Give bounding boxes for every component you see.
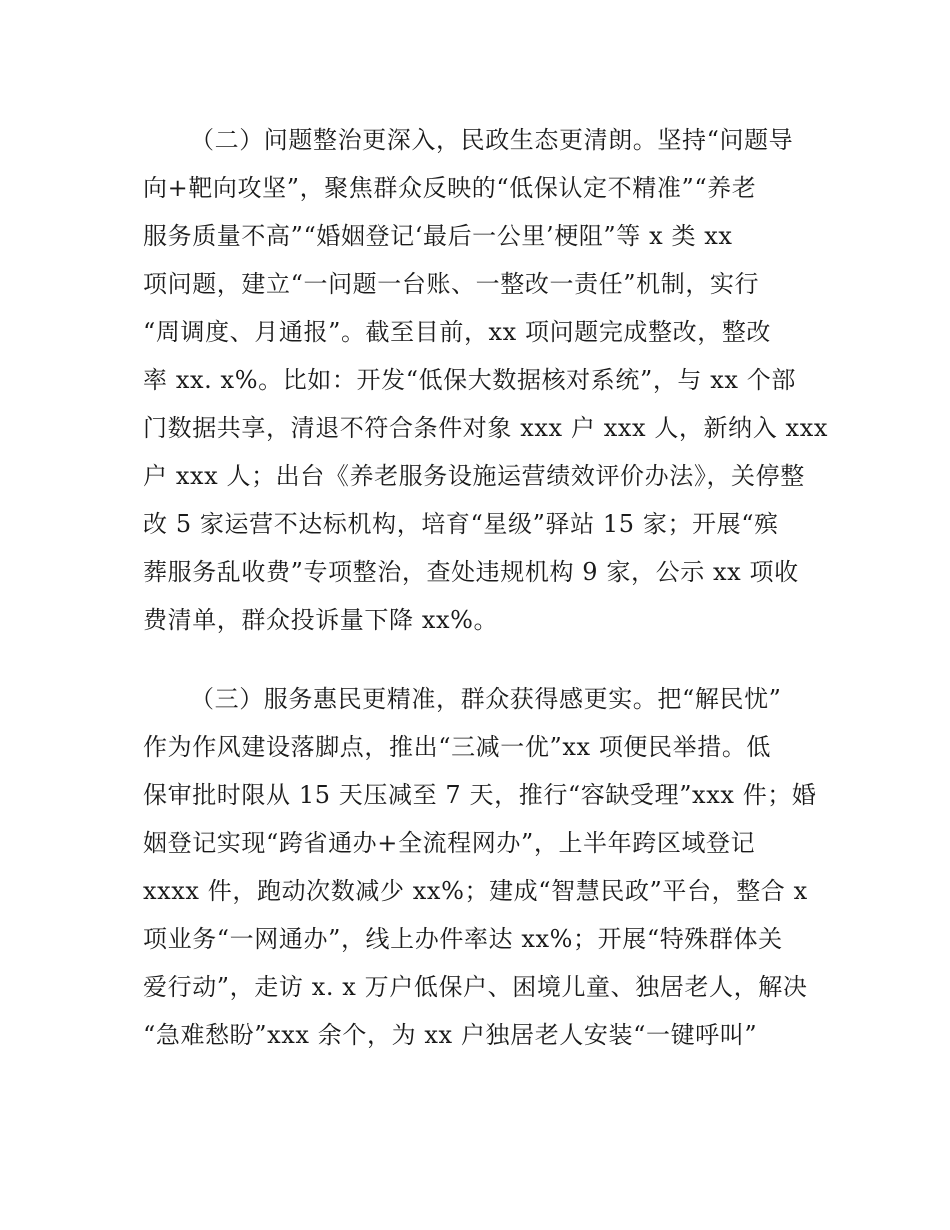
section2-line-11: 费清单，群众投诉量下降 xx%。: [143, 606, 499, 634]
section2-line-5: “周调度、月通报”。截至目前，xx 项问题完成整改，整改: [143, 318, 772, 346]
section2-line-7: 门数据共享，清退不符合条件对象 xxx 户 xxx 人，新纳入 xxx: [143, 414, 828, 442]
section3-line-2: 作为作风建设落脚点，推出“三减一优”xx 项便民举措。低: [143, 733, 772, 761]
section3-line-4: 姻登记实现“跨省通办+全流程网办”，上半年跨区域登记: [143, 829, 756, 857]
section2-line-8: 户 xxx 人；出台《养老服务设施运营绩效评价办法》，关停整: [143, 462, 805, 490]
section2-line-9: 改 5 家运营不达标机构，培育“星级”驿站 15 家；开展“殡: [143, 510, 779, 538]
section2-line-1: （二）问题整治更深入，民政生态更清朗。坚持“问题导: [190, 126, 794, 154]
section3-line-6: 项业务“一网通办”，线上办件率达 xx%；开展“特殊群体关: [143, 925, 783, 953]
section3-line-5: xxxx 件，跑动次数减少 xx%；建成“智慧民政”平台，整合 x: [143, 877, 808, 905]
section2-line-4: 项问题，建立“一问题一台账、一整改一责任”机制，实行: [143, 270, 760, 298]
section2-line-3: 服务质量不高”“婚姻登记‘最后一公里’梗阻”等 x 类 xx: [143, 222, 733, 250]
section3-line-7: 爱行动”，走访 x. x 万户低保户、困境儿童、独居老人，解决: [143, 973, 808, 1001]
section3-line-1: （三）服务惠民更精准，群众获得感更实。把“解民忧”: [190, 685, 782, 713]
section2-line-10: 葬服务乱收费”专项整治，查处违规机构 9 家，公示 xx 项收: [143, 558, 799, 586]
section2-line-6: 率 xx. x%。比如：开发“低保大数据核对系统”，与 xx 个部: [143, 366, 796, 394]
section2-line-2: 向+靶向攻坚”，聚焦群众反映的“低保认定不精准”“养老: [143, 174, 757, 202]
section3-line-8: “急难愁盼”xxx 余个，为 xx 户独居老人安装“一键呼叫”: [143, 1021, 758, 1049]
section3-line-3: 保审批时限从 15 天压减至 7 天，推行“容缺受理”xxx 件；婚: [143, 781, 817, 809]
